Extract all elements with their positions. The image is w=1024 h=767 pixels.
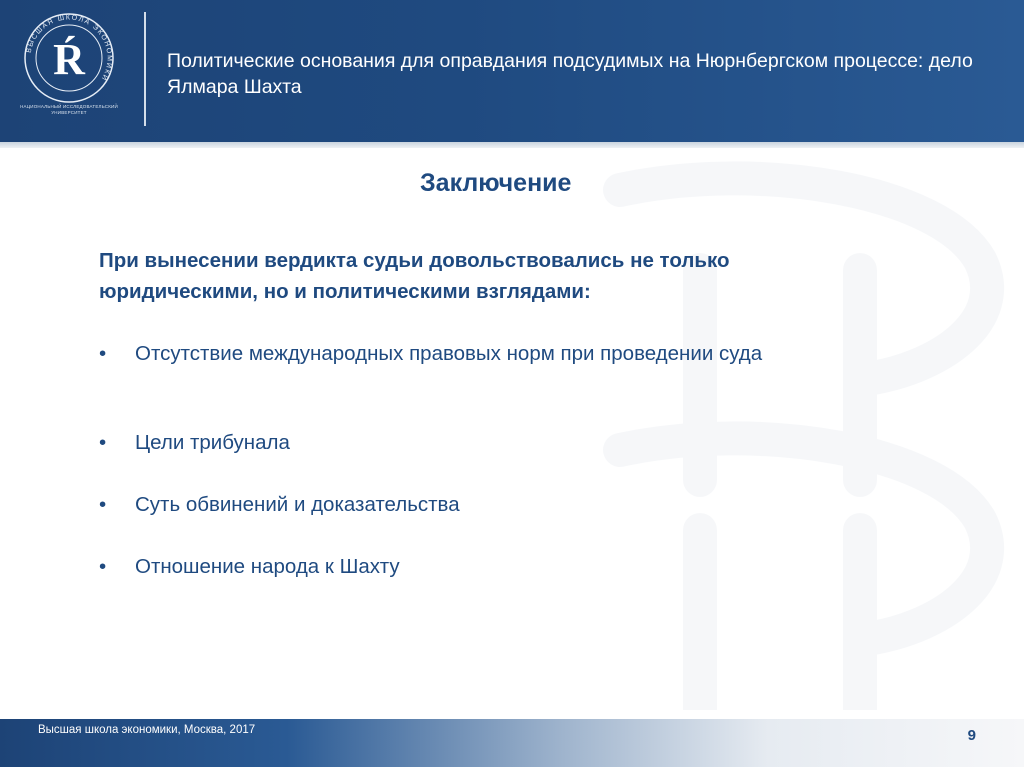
bullet-icon: • bbox=[99, 555, 107, 578]
list-item-text: Отношение народа к Шахту bbox=[135, 555, 400, 578]
footer-text: Высшая школа экономики, Москва, 2017 bbox=[38, 724, 256, 736]
list-item-text: Цели трибунала bbox=[135, 431, 290, 454]
header-divider bbox=[144, 12, 146, 126]
logo-ring-text: ВЫСШАЯ ШКОЛА ЭКОНОМИКИ bbox=[25, 14, 113, 83]
slide-title: Политические основания для оправдания подсудимых на Нюрнбергском процессе: дело Ялмара Шахта bbox=[167, 50, 973, 98]
svg-text:Ŕ: Ŕ bbox=[53, 35, 85, 84]
bullet-icon: • bbox=[99, 342, 107, 365]
header-underline bbox=[0, 142, 1024, 148]
logo-caption: НАЦИОНАЛЬНЫЙ ИССЛЕДОВАТЕЛЬСКИЙ УНИВЕРСИТЕТ bbox=[20, 104, 118, 115]
lead-paragraph: При вынесении вердикта судьи довольствовались не только юридическими, но и политическими взглядами: bbox=[99, 249, 730, 303]
section-heading: Заключение bbox=[420, 169, 572, 197]
list-item-text: Суть обвинений и доказательства bbox=[135, 493, 460, 516]
bullet-icon: • bbox=[99, 493, 107, 516]
bullet-icon: • bbox=[99, 431, 107, 454]
page-number: 9 bbox=[967, 727, 976, 744]
list-item-text: Отсутствие международных правовых норм при проведении суда bbox=[135, 342, 763, 365]
